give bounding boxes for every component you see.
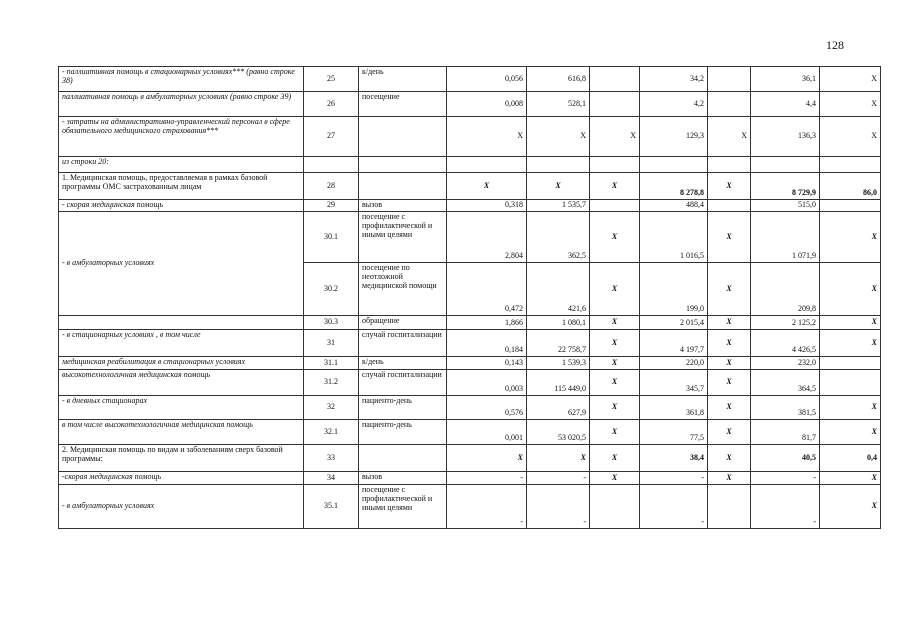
table-row-31-2 bbox=[59, 370, 881, 396]
value-cell: 4,2 bbox=[640, 92, 708, 117]
table-row-33 bbox=[59, 445, 881, 472]
unit-cell: посещение bbox=[359, 92, 447, 117]
row-number: 32 bbox=[304, 396, 359, 420]
value-cell: 38,4 bbox=[640, 445, 708, 472]
value-cell: Х bbox=[590, 370, 640, 396]
value-cell: Х bbox=[820, 396, 881, 420]
value-cell: 4 197,7 bbox=[640, 330, 708, 357]
value-cell: Х bbox=[590, 445, 640, 472]
value-cell: 528,1 bbox=[527, 92, 590, 117]
table-row-32-1 bbox=[59, 420, 881, 445]
row-description: - затраты на административно-управленческий персонал в сфере обязательного медицинского страхования*** bbox=[59, 117, 304, 157]
value-cell: 1,866 bbox=[447, 316, 527, 330]
value-cell: Х bbox=[708, 370, 751, 396]
value-cell: 40,5 bbox=[751, 445, 820, 472]
table-row-25 bbox=[59, 67, 881, 92]
value-cell: 86,0 bbox=[820, 173, 881, 200]
value-cell: 1 016,5 bbox=[640, 212, 708, 263]
value-cell: Х bbox=[708, 357, 751, 370]
value-cell: 115 449,0 bbox=[527, 370, 590, 396]
value-cell: 34,2 bbox=[640, 67, 708, 92]
value-cell: 77,5 bbox=[640, 420, 708, 445]
value-cell: 0,184 bbox=[447, 330, 527, 357]
value-cell: Х bbox=[820, 420, 881, 445]
value-cell: Х bbox=[527, 445, 590, 472]
value-cell: 2 015,4 bbox=[640, 316, 708, 330]
value-cell: Х bbox=[820, 92, 881, 117]
table-row-34 bbox=[59, 472, 881, 485]
value-cell: 361,8 bbox=[640, 396, 708, 420]
row-description: паллиативная помощь в амбулаторных условиях (равно строке 39) bbox=[59, 92, 304, 117]
row-number: 27 bbox=[304, 117, 359, 157]
value-cell: Х bbox=[708, 263, 751, 316]
table-row-35-1 bbox=[59, 485, 881, 529]
row-number: 30.1 bbox=[304, 212, 359, 263]
value-cell: Х bbox=[590, 396, 640, 420]
value-cell: 22 758,7 bbox=[527, 330, 590, 357]
value-cell: Х bbox=[820, 485, 881, 529]
value-cell: 8 278,8 bbox=[640, 173, 708, 200]
page-number: 128 bbox=[826, 38, 844, 52]
table-row-31-1 bbox=[59, 357, 881, 370]
value-cell bbox=[590, 200, 640, 212]
value-cell: 81,7 bbox=[751, 420, 820, 445]
value-cell bbox=[708, 92, 751, 117]
value-cell: 4,4 bbox=[751, 92, 820, 117]
value-cell: 220,0 bbox=[640, 357, 708, 370]
unit-cell: пациенто-день bbox=[359, 420, 447, 445]
value-cell: Х bbox=[447, 445, 527, 472]
table-row-29 bbox=[59, 200, 881, 212]
value-cell: Х bbox=[590, 472, 640, 485]
row-number: 25 bbox=[304, 67, 359, 92]
value-cell: 209,8 bbox=[751, 263, 820, 316]
table-row-31 bbox=[59, 330, 881, 357]
value-cell: Х bbox=[708, 212, 751, 263]
value-cell: - bbox=[751, 485, 820, 529]
unit-cell bbox=[359, 117, 447, 157]
value-cell: 1 539,3 bbox=[527, 357, 590, 370]
value-cell: Х bbox=[590, 357, 640, 370]
value-cell bbox=[590, 485, 640, 529]
unit-cell bbox=[359, 445, 447, 472]
row-description: - паллиативная помощь в стационарных условиях*** (равно строке 38) bbox=[59, 67, 304, 92]
table-row-28 bbox=[59, 173, 881, 200]
table-row-30-1 bbox=[59, 212, 881, 263]
value-cell: 0,143 bbox=[447, 357, 527, 370]
value-cell bbox=[820, 370, 881, 396]
value-cell: 8 729,9 bbox=[751, 173, 820, 200]
value-cell: Х bbox=[590, 330, 640, 357]
unit-cell: посещение с профилактической и иными целями bbox=[359, 212, 447, 263]
value-cell: 2,804 bbox=[447, 212, 527, 263]
value-cell: Х bbox=[708, 472, 751, 485]
value-cell: - bbox=[640, 485, 708, 529]
value-cell bbox=[708, 485, 751, 529]
value-cell: 1 080,1 bbox=[527, 316, 590, 330]
table-row-30-3 bbox=[59, 316, 881, 330]
value-cell: 616,8 bbox=[527, 67, 590, 92]
value-cell: 36,1 bbox=[751, 67, 820, 92]
row-number: 33 bbox=[304, 445, 359, 472]
value-cell: 53 020,5 bbox=[527, 420, 590, 445]
value-cell: - bbox=[527, 485, 590, 529]
unit-cell: посещение по неотложной медицинской помощи bbox=[359, 263, 447, 316]
unit-cell: вызов bbox=[359, 472, 447, 485]
value-cell: Х bbox=[820, 67, 881, 92]
value-cell: Х bbox=[708, 173, 751, 200]
value-cell: 421,6 bbox=[527, 263, 590, 316]
row-number: 31 bbox=[304, 330, 359, 357]
value-cell: Х bbox=[447, 117, 527, 157]
value-cell: Х bbox=[708, 330, 751, 357]
value-cell: - bbox=[640, 472, 708, 485]
value-cell: Х bbox=[708, 316, 751, 330]
row-number: 34 bbox=[304, 472, 359, 485]
program-cost-table bbox=[58, 66, 881, 529]
value-cell: 199,0 bbox=[640, 263, 708, 316]
value-cell: 2 125,2 bbox=[751, 316, 820, 330]
value-cell: 488,4 bbox=[640, 200, 708, 212]
unit-cell: посещение с профилактической и иными целями bbox=[359, 485, 447, 529]
value-cell: 136,3 bbox=[751, 117, 820, 157]
row-description: - в амбулаторных условиях bbox=[59, 212, 304, 316]
value-cell: Х bbox=[590, 173, 640, 200]
value-cell: 129,3 bbox=[640, 117, 708, 157]
value-cell bbox=[590, 92, 640, 117]
row-number: 31.2 bbox=[304, 370, 359, 396]
value-cell: Х bbox=[820, 117, 881, 157]
row-number: 32.1 bbox=[304, 420, 359, 445]
row-number: 29 bbox=[304, 200, 359, 212]
value-cell: Х bbox=[590, 117, 640, 157]
table-row-27 bbox=[59, 117, 881, 157]
value-cell: Х bbox=[527, 117, 590, 157]
value-cell: 1 071,9 bbox=[751, 212, 820, 263]
subheading-row bbox=[59, 157, 881, 173]
value-cell: 1 535,7 bbox=[527, 200, 590, 212]
row-description: -скорая медицинская помощь bbox=[59, 472, 304, 485]
row-number: 35.1 bbox=[304, 485, 359, 529]
row-description: высокотехнологичная медицинская помощь bbox=[59, 370, 304, 396]
value-cell: Х bbox=[708, 420, 751, 445]
row-number: 30.2 bbox=[304, 263, 359, 316]
value-cell: Х bbox=[708, 445, 751, 472]
unit-cell: к/день bbox=[359, 67, 447, 92]
value-cell: - bbox=[447, 485, 527, 529]
unit-cell bbox=[359, 173, 447, 200]
value-cell: Х bbox=[590, 420, 640, 445]
value-cell: 362,5 bbox=[527, 212, 590, 263]
value-cell: 0,001 bbox=[447, 420, 527, 445]
value-cell: 345,7 bbox=[640, 370, 708, 396]
value-cell: 232,0 bbox=[751, 357, 820, 370]
unit-cell: вызов bbox=[359, 200, 447, 212]
value-cell: - bbox=[447, 472, 527, 485]
value-cell bbox=[820, 200, 881, 212]
value-cell: Х bbox=[590, 316, 640, 330]
value-cell bbox=[708, 67, 751, 92]
subheading: из строки 20: bbox=[59, 157, 304, 173]
value-cell: 0,4 bbox=[820, 445, 881, 472]
value-cell: Х bbox=[708, 396, 751, 420]
value-cell: Х bbox=[590, 212, 640, 263]
row-description: медицинская реабилитация в стационарных условиях bbox=[59, 357, 304, 370]
row-description: в том числе высокотехнологичная медицинская помощь bbox=[59, 420, 304, 445]
row-description: - в дневных стационарах bbox=[59, 396, 304, 420]
value-cell: Х bbox=[820, 330, 881, 357]
value-cell: Х bbox=[447, 173, 527, 200]
unit-cell: пациенто-день bbox=[359, 396, 447, 420]
value-cell bbox=[590, 67, 640, 92]
value-cell: 0,056 bbox=[447, 67, 527, 92]
value-cell: Х bbox=[820, 472, 881, 485]
value-cell bbox=[820, 357, 881, 370]
value-cell: Х bbox=[820, 316, 881, 330]
value-cell bbox=[708, 200, 751, 212]
row-description: - скорая медицинская помощь bbox=[59, 200, 304, 212]
value-cell: Х bbox=[820, 263, 881, 316]
row-number: 31.1 bbox=[304, 357, 359, 370]
value-cell: 627,9 bbox=[527, 396, 590, 420]
value-cell: Х bbox=[527, 173, 590, 200]
value-cell: 381,5 bbox=[751, 396, 820, 420]
table-row-32 bbox=[59, 396, 881, 420]
unit-cell: обращение bbox=[359, 316, 447, 330]
table-row-26 bbox=[59, 92, 881, 117]
value-cell: 0,472 bbox=[447, 263, 527, 316]
value-cell: 0,576 bbox=[447, 396, 527, 420]
value-cell: Х bbox=[820, 212, 881, 263]
value-cell: - bbox=[751, 472, 820, 485]
value-cell: - bbox=[527, 472, 590, 485]
value-cell: 0,318 bbox=[447, 200, 527, 212]
value-cell: Х bbox=[708, 117, 751, 157]
unit-cell: случай госпитализации bbox=[359, 370, 447, 396]
row-description: 2. Медицинская помощь по видам и заболеваниям сверх базовой программы: bbox=[59, 445, 304, 472]
value-cell: 4 426,5 bbox=[751, 330, 820, 357]
value-cell: 0,008 bbox=[447, 92, 527, 117]
row-number: 28 bbox=[304, 173, 359, 200]
row-description: - в стационарных условиях , в том числе bbox=[59, 330, 304, 357]
row-number: 26 bbox=[304, 92, 359, 117]
unit-cell: случай госпитализации bbox=[359, 330, 447, 357]
value-cell: 515,0 bbox=[751, 200, 820, 212]
row-description: 1. Медицинская помощь, предоставляемая в рамках базовой программы ОМС застрахованным лицам bbox=[59, 173, 304, 200]
value-cell: Х bbox=[590, 263, 640, 316]
row-description: - в амбулаторных условиях bbox=[59, 485, 304, 529]
unit-cell: к/день bbox=[359, 357, 447, 370]
value-cell: 364,5 bbox=[751, 370, 820, 396]
row-number: 30.3 bbox=[304, 316, 359, 330]
value-cell: 0,003 bbox=[447, 370, 527, 396]
